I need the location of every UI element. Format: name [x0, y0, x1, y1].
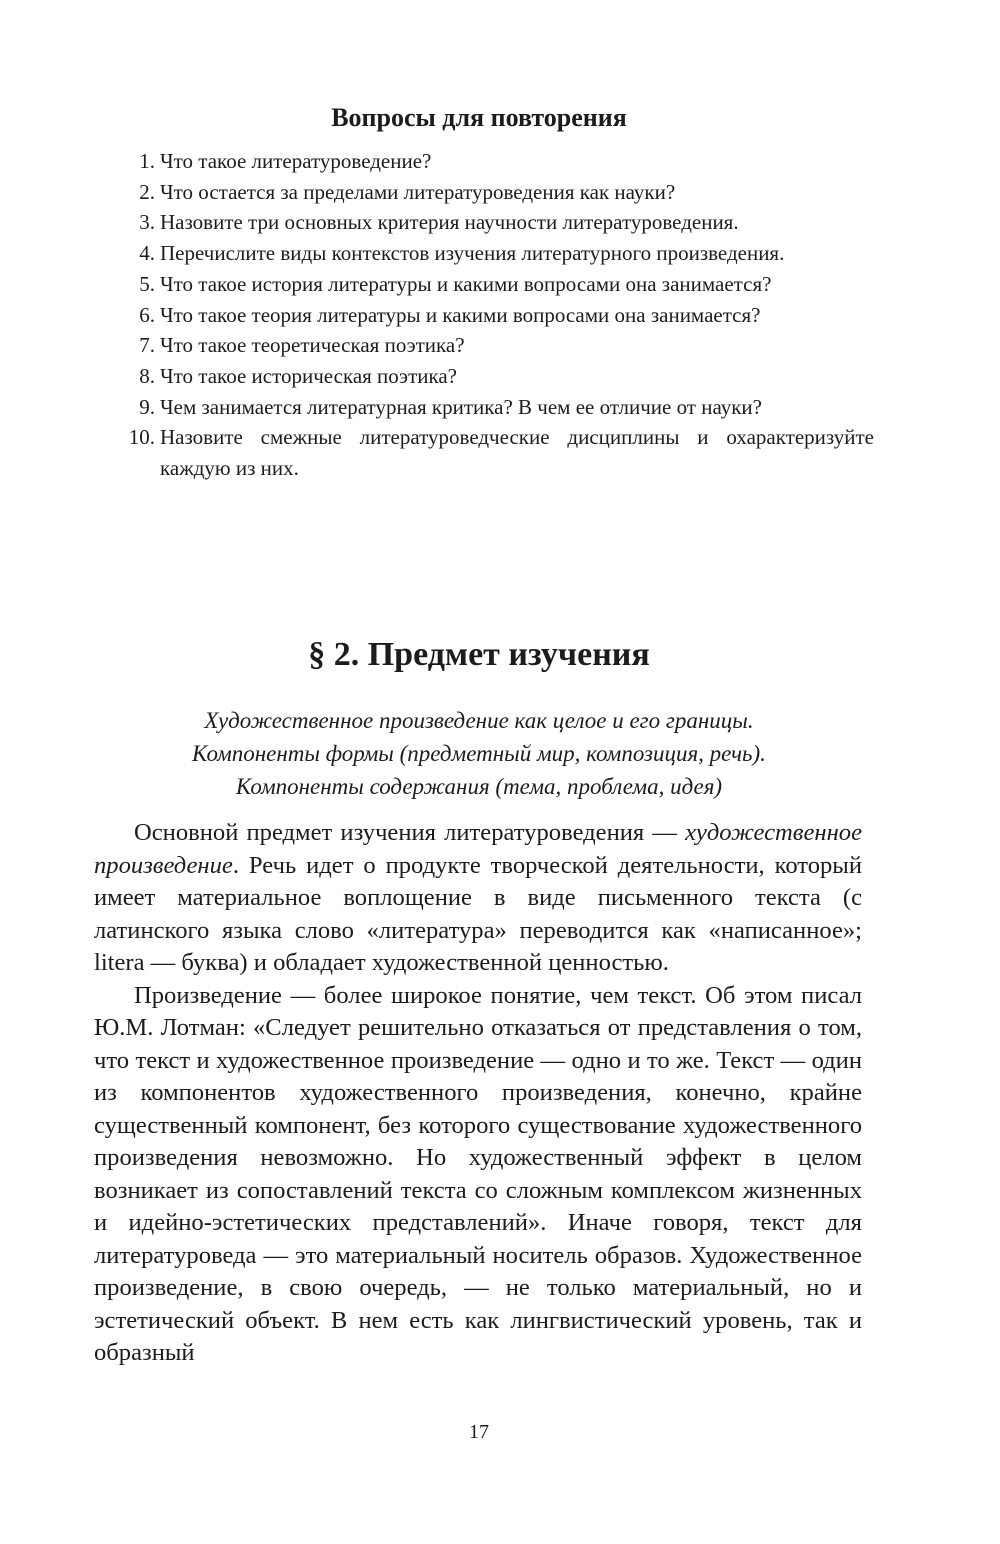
page-number: 17 — [469, 1421, 489, 1443]
paragraph-2: Произведение — более широкое понятие, чем текст. Об этом писал Ю.М. Лотман: «Следует решительно отказаться от представления о том, что текст и художественное произведение — одно и то же. Текст — один из компонентов художественного произведения, конечно, крайне существенный компонент, без которого существование художественного произведения невозможно. Но художественный эффект в целом возникает из сопоставлений текста со сложным комплексом жизненных и идейно-эстетических представлений». Иначе говоря, текст для литературоведа — это материальный носитель образов. Художественное произведение, в свою очередь, — не только материальный, но и эстетический объект. В нем есть как лингвистический уровень, так и образный — [94, 981, 862, 1366]
subtitle-line: Компоненты содержания (тема, проблема, идея) — [235, 774, 723, 799]
question-item — [94, 392, 874, 423]
question-text: Что такое литературоведение? — [160, 149, 432, 173]
question-item — [94, 207, 874, 238]
question-item — [94, 146, 874, 177]
question-text: Что такое теоретическая поэтика? — [160, 333, 465, 358]
question-text: Назовите смежные литературоведческие дисциплины и охарактеризуйте каждую из них. — [160, 425, 874, 481]
body-text — [94, 817, 862, 1370]
question-number: 10. — [128, 425, 155, 450]
section-heading: § 2. Предмет изучения — [308, 636, 650, 673]
question-item — [94, 300, 874, 331]
question-number: 4. — [139, 241, 155, 266]
question-number: 5. — [139, 271, 155, 296]
question-item — [94, 422, 874, 483]
question-item — [94, 269, 874, 300]
question-item — [94, 330, 874, 361]
question-number: 2. — [139, 179, 155, 204]
question-item — [94, 361, 874, 392]
question-text: Назовите три основных критерия научности литературоведения. — [160, 210, 739, 235]
section-subtitle — [94, 704, 864, 803]
subtitle-line: Художественное произведение как целое и его границы. — [204, 708, 754, 733]
question-number: 6. — [139, 302, 155, 327]
question-number: 3. — [139, 210, 155, 235]
question-item — [94, 177, 874, 208]
subtitle-line: Компоненты формы (предметный мир, композиция, речь). — [192, 741, 766, 766]
question-text: Что такое историческая поэтика? — [160, 363, 458, 388]
review-questions-list — [94, 146, 874, 484]
question-text: Что такое теория литературы и какими вопросами она занимается? — [160, 302, 761, 327]
question-number: 8. — [139, 363, 155, 388]
question-text: Перечислите виды контекстов изучения литературного произведения. — [160, 241, 785, 266]
review-questions-heading: Вопросы для повторения — [331, 103, 627, 132]
question-item — [94, 238, 874, 269]
question-number: 1. — [139, 149, 155, 173]
question-text: Что такое история литературы и какими вопросами она занимается? — [160, 271, 772, 296]
paragraph-1-emphasis: художественное произведение — [94, 819, 862, 879]
paragraph-1-end: . Речь идет о продукте творческой деятельности, который имеет материальное воплощение в виде письменного текста (с латинского языка слово «литература» переводится как «написанное»; litera — буква) и обладает художественной ценностью. — [94, 851, 862, 976]
question-number: 7. — [139, 333, 155, 358]
paragraph-1-start: Основной предмет изучения литературоведения — — [134, 819, 686, 846]
question-number: 9. — [139, 394, 155, 419]
paragraph-1 — [94, 817, 862, 980]
question-text: Что остается за пределами литературоведения как науки? — [160, 179, 676, 204]
question-text: Чем занимается литературная критика? В чем ее отличие от науки? — [160, 394, 762, 419]
